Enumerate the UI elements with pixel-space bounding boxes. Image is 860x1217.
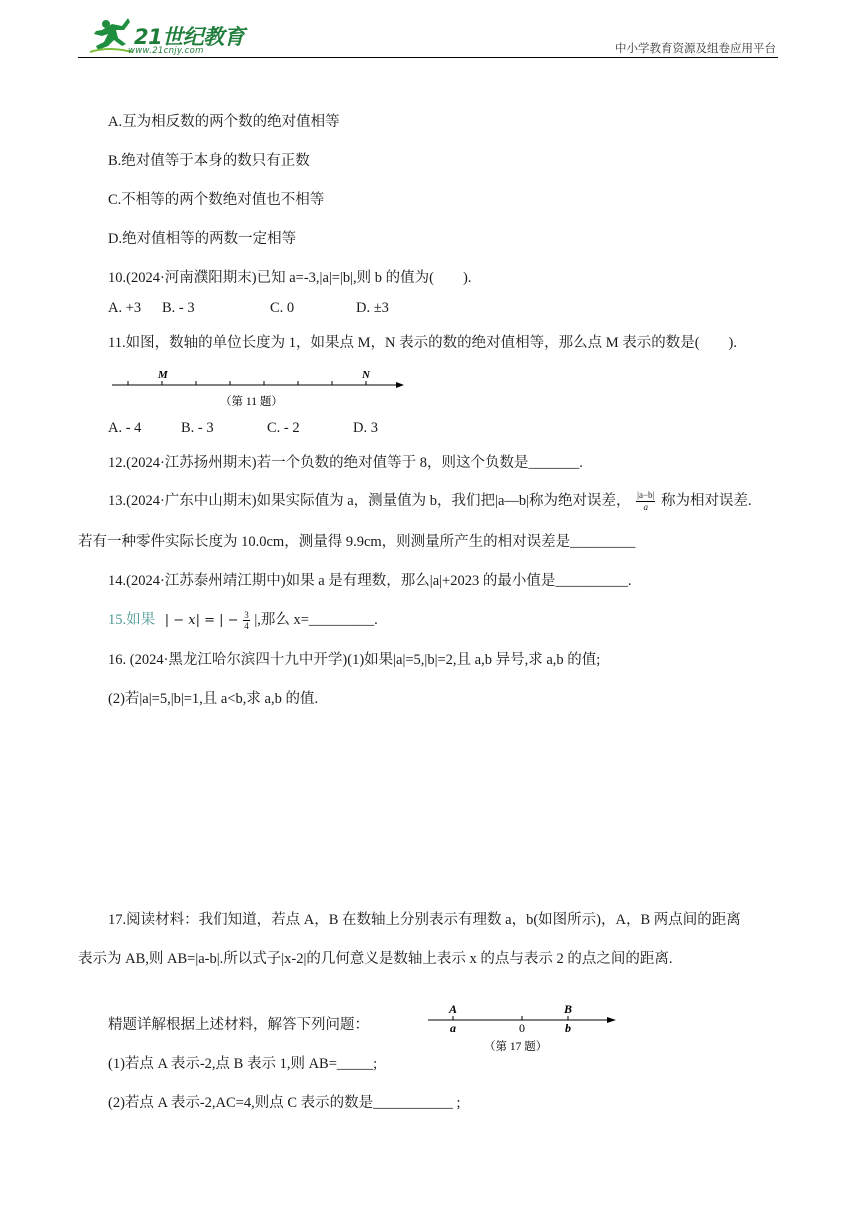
q11-number-line <box>108 362 408 412</box>
logo-url: www.21cnjy.com <box>128 46 204 56</box>
header-divider <box>78 57 778 58</box>
q13-line2: 若有一种零件实际长度为 10.0cm，测量得 9.9cm，则测量所产生的相对误差是_________ <box>78 534 636 550</box>
q11-option-a: A. - 4 <box>108 420 142 436</box>
q17-line3: 精题详解根据上述材料，解答下列问题： <box>108 1017 369 1033</box>
q17-label-B: B <box>564 1002 573 1016</box>
q17-label-b: b <box>565 1021 571 1035</box>
q10-option-d: D. ±3 <box>356 300 389 316</box>
q11-option-b: B. - 3 <box>181 420 214 436</box>
q17-caption: （第 17 题） <box>484 1041 548 1053</box>
q16-line1: 16. (2024·黑龙江哈尔滨四十九中开学)(1)如果|a|=5,|b|=2,且 a,b 异号,求 a,b 的值; <box>108 652 601 668</box>
q11-option-d: D. 3 <box>353 420 378 436</box>
q13-part2: 称为相对误差. <box>660 493 752 509</box>
q13-frac-num: |a−b| <box>637 490 655 501</box>
logo <box>88 16 258 60</box>
q15-fraction <box>243 610 250 631</box>
q13-frac-den: a <box>643 502 649 513</box>
q16-line2: (2)若|a|=5,|b|=1,且 a<b,求 a,b 的值. <box>108 691 319 707</box>
q10-option-c: C. 0 <box>270 300 295 316</box>
q15-eq-left: | − 𝑥| = | − <box>164 613 239 628</box>
q15-frac-den: 4 <box>244 621 249 632</box>
q10-option-b: B. - 3 <box>162 300 195 316</box>
q11-option-c: C. - 2 <box>267 420 300 436</box>
q12-stem: 12.(2024·江苏扬州期末)若一个负数的绝对值等于 8，则这个负数是_______. <box>108 455 583 471</box>
q13-line1 <box>108 489 752 513</box>
q9-option-c: C.不相等的两个数绝对值也不相等 <box>108 192 325 208</box>
q15-prefix: 15.如果 <box>108 612 156 628</box>
q11-stem: 11.如图，数轴的单位长度为 1，如果点 M，N 表示的数的绝对值相等，那么点 M 表示的数是( ). <box>108 335 737 351</box>
q17-sub2: (2)若点 A 表示-2,AC=4,则点 C 表示的数是___________ ; <box>108 1095 461 1111</box>
q15-eq-right: |,那么 x=_________. <box>254 612 378 628</box>
q17-label-a: a <box>450 1021 456 1035</box>
q14-stem: 14.(2024·江苏泰州靖江期中)如果 a 是有理数，那么|a|+2023 的最小值是__________. <box>108 573 632 589</box>
q17-sub1: (1)若点 A 表示-2,点 B 表示 1,则 AB=_____; <box>108 1056 378 1072</box>
platform-name: 中小学教育资源及组卷应用平台 <box>615 41 776 55</box>
q9-option-d: D.绝对值相等的两数一定相等 <box>108 231 297 247</box>
q17-line2: 表示为 AB,则 AB=|a-b|.所以式子|x-2|的几何意义是数轴上表示 x 的点与表示 2 的点之间的距离. <box>78 951 673 967</box>
q11-caption: （第 11 题） <box>220 396 283 408</box>
q11-label-n: N <box>362 369 370 381</box>
q15-frac-num: 3 <box>244 610 249 621</box>
logo-text: 21世纪教育 <box>134 25 245 49</box>
q10-option-a: A. +3 <box>108 300 142 316</box>
q10-stem: 10.(2024·河南濮阳期末)已知 a=-3,|a|=|b|,则 b 的值为( ). <box>108 270 472 286</box>
q17-number-line <box>424 998 624 1056</box>
q17-label-A: A <box>449 1002 458 1016</box>
q13-part1: 13.(2024·广东中山期末)如果实际值为 a，测量值为 b，我们把|a—b|称为绝对误差， <box>108 493 631 509</box>
q15-stem <box>108 608 378 631</box>
q13-fraction <box>636 490 655 513</box>
q9-option-b: B.绝对值等于本身的数只有正数 <box>108 153 310 169</box>
q11-label-m: M <box>158 369 168 381</box>
q9-option-a: A.互为相反数的两个数的绝对值相等 <box>108 114 340 130</box>
q17-label-0: 0 <box>519 1021 525 1035</box>
q17-line1: 17.阅读材料：我们知道，若点 A，B 在数轴上分别表示有理数 a，b(如图所示)，A，B 两点间的距离 <box>108 912 741 928</box>
